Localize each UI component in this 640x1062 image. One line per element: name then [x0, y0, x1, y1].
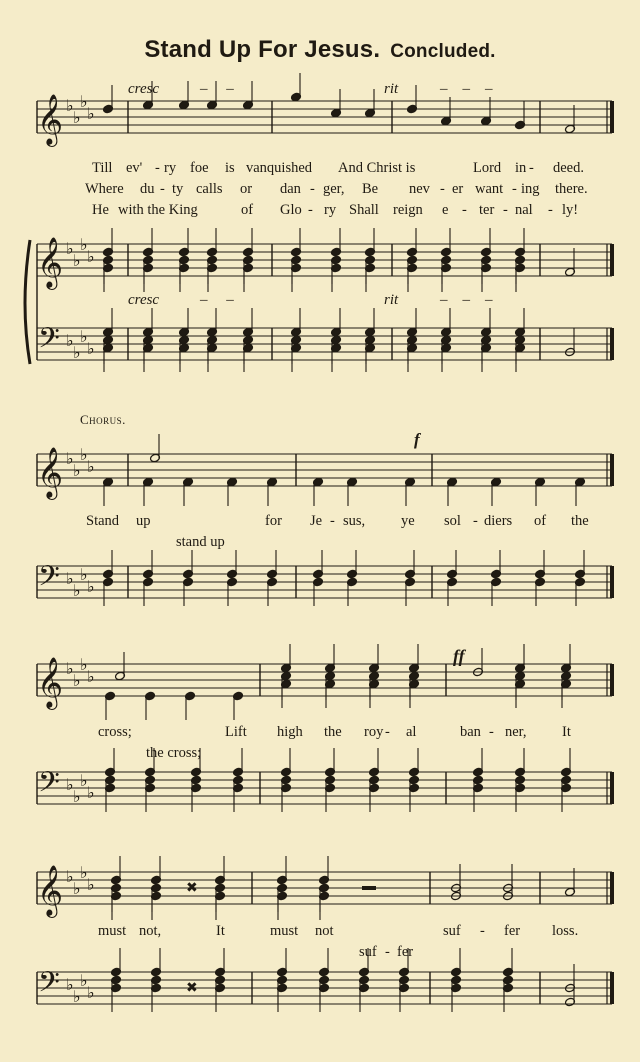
- flat-icon: ♭: [66, 775, 74, 794]
- syllable: e: [442, 202, 449, 218]
- syllable: -: [385, 724, 390, 740]
- flat-icon: ♭: [80, 971, 88, 990]
- cresc-marking-bottom: cresc: [128, 292, 160, 308]
- dash: – – –: [440, 292, 493, 308]
- flat-icon: ♭: [87, 457, 95, 476]
- flat-icon: ♭: [87, 783, 95, 802]
- echo-lyric: fer: [397, 944, 414, 960]
- treble-clef-icon: 𝄞: [37, 237, 64, 288]
- syllable: vanquished: [246, 160, 313, 176]
- syllable: cross;: [98, 724, 132, 740]
- syllable: or: [240, 181, 253, 197]
- syllable: in: [515, 160, 527, 176]
- flat-icon: ♭: [66, 569, 74, 588]
- syllable: not: [315, 923, 334, 939]
- final-barline: [610, 328, 614, 360]
- syllable: ev': [126, 160, 143, 176]
- syllable: -: [462, 202, 467, 218]
- syllable: -: [160, 181, 165, 197]
- final-barline: [610, 872, 614, 904]
- flat-icon: ♭: [66, 659, 74, 678]
- flat-icon: ♭: [80, 445, 88, 464]
- flat-icon: ♭: [66, 867, 74, 886]
- syllable: -: [503, 202, 508, 218]
- syllable: foe: [190, 160, 209, 176]
- syllable: Be: [362, 181, 379, 197]
- final-barline: [610, 244, 614, 276]
- syllable: ry: [164, 160, 177, 176]
- syllable: there.: [555, 181, 588, 197]
- flat-icon: ♭: [87, 339, 95, 358]
- flat-icon: ♭: [80, 655, 88, 674]
- brace: [25, 240, 30, 364]
- syllable: up: [136, 513, 151, 529]
- syllable: nal: [515, 202, 533, 218]
- syllable: -: [310, 181, 315, 197]
- flat-icon: ♭: [66, 331, 74, 350]
- treble-clef-icon: 𝄞: [37, 94, 64, 145]
- subtitle-text: Concluded.: [390, 41, 496, 62]
- syllable: Lord: [473, 160, 502, 176]
- syllable: Lift: [225, 724, 247, 740]
- syllable: -: [480, 923, 485, 939]
- syllable: -: [548, 202, 553, 218]
- flat-icon: ♭: [80, 863, 88, 882]
- treble-clef-icon: 𝄞: [37, 657, 64, 708]
- flat-icon: ♭: [80, 327, 88, 346]
- syllable: ban: [460, 724, 481, 740]
- treble-clef-icon: 𝄞: [37, 447, 64, 498]
- syllable: Till: [92, 160, 113, 176]
- syllable: reign: [393, 202, 423, 218]
- flat-icon: ♭: [73, 108, 81, 127]
- final-barline: [610, 972, 614, 1004]
- flat-icon: ♭: [87, 667, 95, 686]
- syllable: er: [452, 181, 464, 197]
- half-rest: [362, 886, 376, 890]
- syllable: -: [440, 181, 445, 197]
- syllable: It: [562, 724, 571, 740]
- syllable: ly!: [562, 202, 579, 218]
- rit-marking-top: rit: [384, 81, 399, 97]
- bass-clef-icon: 𝄢: [38, 766, 60, 806]
- syllable: al: [406, 724, 417, 740]
- flat-icon: ♭: [87, 577, 95, 596]
- flat-icon: ♭: [80, 565, 88, 584]
- dash: – –: [200, 292, 234, 308]
- flat-icon: ♭: [66, 975, 74, 994]
- syllable: du: [140, 181, 155, 197]
- syllable: ing: [521, 181, 540, 197]
- syllable: loss.: [552, 923, 579, 939]
- syllable: sus,: [343, 513, 366, 529]
- bass-clef-icon: 𝄢: [38, 322, 60, 362]
- syllable: He: [92, 202, 109, 218]
- fortissimo-marking: ff: [453, 646, 465, 666]
- final-barline: [610, 101, 614, 133]
- flat-icon: ♭: [80, 771, 88, 790]
- syllable: the: [324, 724, 342, 740]
- final-barline: [610, 772, 614, 804]
- final-barline: [610, 664, 614, 696]
- syllable: nev: [409, 181, 430, 197]
- syllable: -: [155, 160, 160, 176]
- syllable: ty: [172, 181, 184, 197]
- syllable: -: [308, 202, 313, 218]
- syllable: is: [225, 160, 235, 176]
- syllable: ry: [324, 202, 337, 218]
- flat-icon: ♭: [73, 461, 81, 480]
- flat-icon: ♭: [80, 235, 88, 254]
- syllable: not,: [139, 923, 162, 939]
- syllable: ger,: [323, 181, 345, 197]
- syllable: -: [489, 724, 494, 740]
- flat-icon: ♭: [73, 787, 81, 806]
- syllable: with the King: [118, 202, 198, 218]
- flat-icon: ♭: [66, 449, 74, 468]
- rit-marking-bottom: rit: [384, 292, 399, 308]
- syllable: must: [98, 923, 127, 939]
- syllable: for: [265, 513, 282, 529]
- flat-icon: ♭: [73, 879, 81, 898]
- syllable: Where: [85, 181, 124, 197]
- syllable: Shall: [349, 202, 379, 218]
- flat-icon: ♭: [87, 875, 95, 894]
- syllable: roy: [364, 724, 384, 740]
- syllable: of: [534, 513, 547, 529]
- syllable: high: [277, 724, 303, 740]
- syllable: ter: [479, 202, 495, 218]
- syllable: suf: [443, 923, 461, 939]
- syllable: -: [512, 181, 517, 197]
- echo-lyric: suf: [359, 944, 377, 960]
- flat-icon: ♭: [73, 343, 81, 362]
- syllable: the: [571, 513, 589, 529]
- syllable: diers: [484, 513, 513, 529]
- dash: – – –: [440, 81, 493, 97]
- flat-icon: ♭: [73, 987, 81, 1006]
- flat-icon: ♭: [73, 251, 81, 270]
- syllable: of: [241, 202, 254, 218]
- rest-icon: ✖: [186, 980, 198, 996]
- final-barline: [610, 454, 614, 486]
- syllable: ner,: [505, 724, 527, 740]
- syllable: must: [270, 923, 299, 939]
- syllable: Je: [310, 513, 323, 529]
- flat-icon: ♭: [80, 92, 88, 111]
- syllable: Stand: [86, 513, 120, 529]
- bass-clef-icon: 𝄢: [38, 560, 60, 600]
- syllable: And Christ is: [338, 160, 416, 176]
- flat-icon: ♭: [66, 239, 74, 258]
- flat-icon: ♭: [87, 104, 95, 123]
- syllable: -: [473, 513, 478, 529]
- syllable: calls: [196, 181, 223, 197]
- forte-marking: f: [414, 430, 420, 449]
- bass-clef-icon: 𝄢: [38, 966, 60, 1006]
- syllable: dan: [280, 181, 301, 197]
- syllable: Glo: [280, 202, 302, 218]
- treble-clef-icon: 𝄞: [37, 865, 64, 916]
- final-barline: [610, 566, 614, 598]
- flat-icon: ♭: [66, 96, 74, 115]
- flat-icon: ♭: [87, 247, 95, 266]
- syllable: sol: [444, 513, 461, 529]
- syllable: ye: [401, 513, 415, 529]
- title-text: Stand Up For Jesus.: [144, 36, 381, 63]
- chorus-label-text: Chorus.: [80, 412, 126, 427]
- syllable: It: [216, 923, 225, 939]
- flat-icon: ♭: [73, 671, 81, 690]
- syllable: fer: [504, 923, 521, 939]
- syllable: want: [475, 181, 504, 197]
- syllable: deed.: [553, 160, 584, 176]
- echo-lyric: stand up: [176, 534, 225, 550]
- syllable: -: [330, 513, 335, 529]
- echo-lyric: the cross;: [146, 745, 202, 761]
- flat-icon: ♭: [87, 983, 95, 1002]
- echo-lyric: -: [385, 944, 390, 960]
- dash: – –: [200, 81, 234, 97]
- flat-icon: ♭: [73, 581, 81, 600]
- rest-icon: ✖: [186, 880, 198, 896]
- cresc-marking-top: cresc: [128, 81, 160, 97]
- syllable: -: [529, 160, 534, 176]
